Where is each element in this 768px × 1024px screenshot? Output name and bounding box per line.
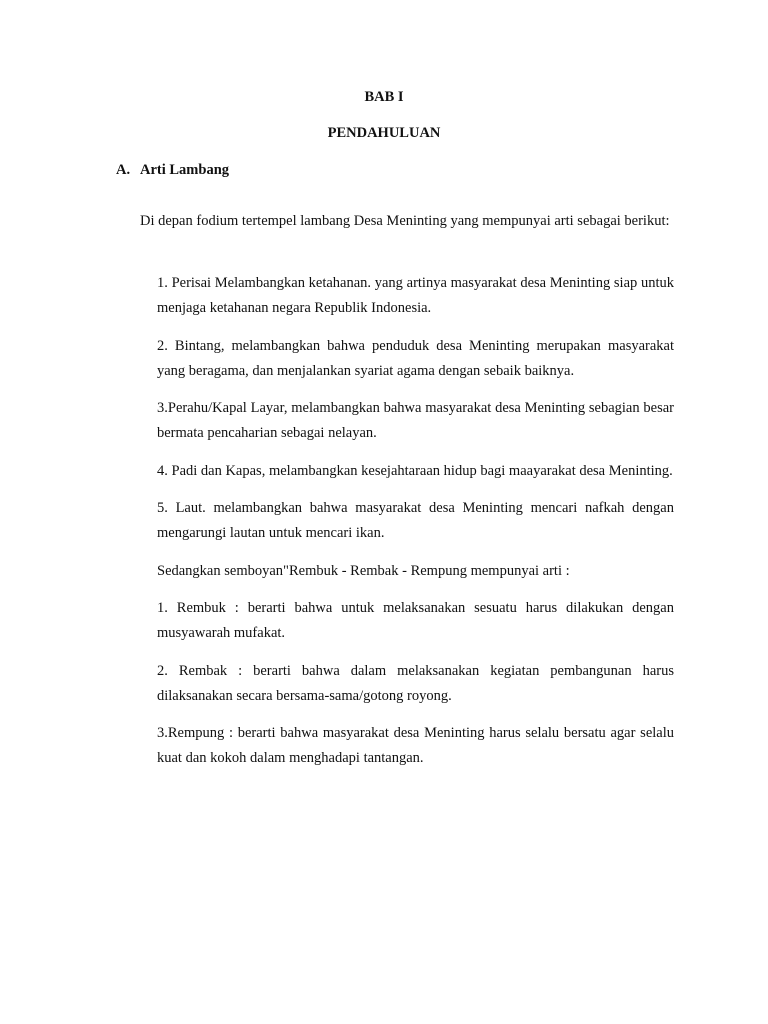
document-body xyxy=(157,271,674,784)
intro-paragraph: Di depan fodium tertempel lambang Desa Meninting yang mempunyai arti sebagai berikut: xyxy=(140,213,670,229)
section-heading xyxy=(116,161,229,179)
symbol-item-bintang: 2. Bintang, melambangkan bahwa penduduk desa Meninting merupakan masyarakat yang beragama, dan menjalankan syariat agama dengan sebaik baiknya. xyxy=(157,337,674,379)
chapter-title: PENDAHULUAN xyxy=(327,125,441,141)
symbol-item-perisai: 1. Perisai Melambangkan ketahanan. yang artinya masyarakat desa Meninting siap untuk menjaga ketahanan negara Republik Indonesia. xyxy=(157,275,674,316)
section-letter: A. xyxy=(116,162,131,178)
symbol-item-padi-kapas: 4. Padi dan Kapas, melambangkan kesejahtaraan hidup bagi maayarakat desa Meninting. xyxy=(157,462,673,479)
symbol-item-laut: 5. Laut. melambangkan bahwa masyarakat desa Meninting mencari nafkah dengan mengarungi lautan untuk mencari ikan. xyxy=(157,500,674,541)
motto-intro: Sedangkan semboyan"Rembuk - Rembak - Rempung mempunyai arti : xyxy=(157,562,570,579)
motto-item-rembak: 2. Rembak : berarti bahwa dalam melaksanakan kegiatan pembangunan harus dilaksanakan secara bersama-sama/gotong royong. xyxy=(157,662,674,704)
symbol-item-perahu: 3.Perahu/Kapal Layar, melambangkan bahwa masyarakat desa Meninting sebagian besar bermata pencaharian sebagai nelayan. xyxy=(157,400,674,441)
chapter-number: BAB I xyxy=(364,89,404,105)
section-title: Arti Lambang xyxy=(140,162,230,178)
motto-item-rembuk: 1. Rembuk : berarti bahwa untuk melaksanakan sesuatu harus dilakukan dengan musyawarah mufakat. xyxy=(157,600,674,641)
motto-item-rempung: 3.Rempung : berarti bahwa masyarakat desa Meninting harus selalu bersatu agar selalu kuat dan kokoh dalam menghadapi tantangan. xyxy=(157,725,674,766)
